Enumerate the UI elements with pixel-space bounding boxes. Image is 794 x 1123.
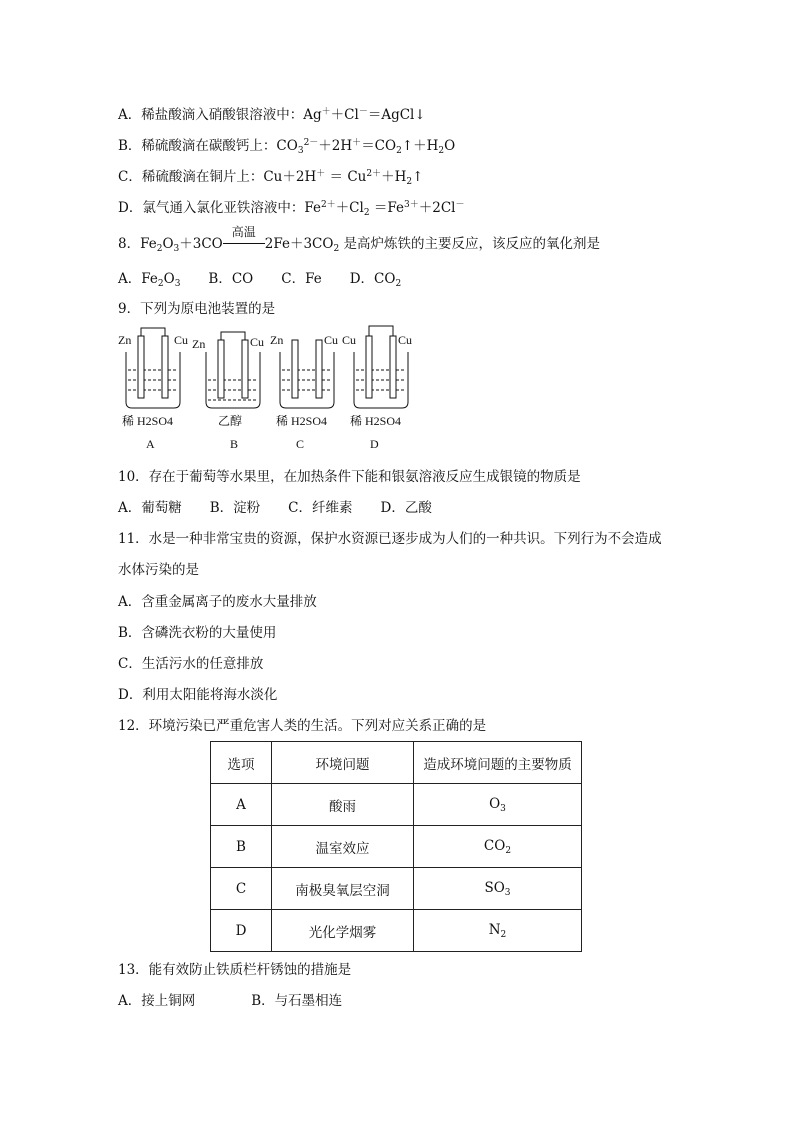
q7-option-b: B．稀硫酸滴在碳酸钙上：$CO_3^{2-}+2H^+=CO_2↑+H_2O$ bbox=[118, 138, 456, 156]
svg-text:Cu: Cu bbox=[342, 333, 357, 347]
header-substance: 造成环境问题的主要物质 bbox=[414, 742, 582, 784]
q10-option-c: C．纤维素 bbox=[288, 500, 353, 516]
svg-text:Cu: Cu bbox=[398, 333, 413, 347]
svg-text:Cu: Cu bbox=[324, 333, 339, 347]
row-substance: $N_2$ bbox=[414, 910, 582, 952]
svg-text:稀 H2SO4: 稀 H2SO4 bbox=[122, 414, 174, 428]
q12-stem: 12．环境污染已严重危害人类的生活。下列对应关系正确的是 bbox=[118, 718, 487, 734]
q8-option-a: A．$Fe_2O_3$ bbox=[118, 271, 181, 289]
table-row bbox=[211, 910, 582, 952]
row-problem: 南极臭氧层空洞 bbox=[272, 868, 414, 910]
svg-text:稀 H2SO4: 稀 H2SO4 bbox=[350, 414, 402, 428]
svg-text:Zn: Zn bbox=[118, 333, 132, 347]
q12-table bbox=[210, 741, 582, 952]
q8-option-b: B．CO bbox=[208, 271, 254, 287]
header-option: 选项 bbox=[211, 742, 272, 784]
row-option: C bbox=[211, 868, 272, 910]
table-row bbox=[211, 826, 582, 868]
svg-text:Cu: Cu bbox=[174, 333, 189, 347]
svg-text:Zn: Zn bbox=[270, 333, 284, 347]
q11-option-b: B．含磷洗衣粉的大量使用 bbox=[118, 625, 277, 641]
table-row bbox=[211, 868, 582, 910]
q11-stem-line2: 水体污染的是 bbox=[118, 562, 199, 578]
table-row bbox=[211, 784, 582, 826]
q10-stem: 10．存在于葡萄等水果里，在加热条件下能和银氨溶液反应生成银镜的物质是 bbox=[118, 469, 581, 485]
reaction-condition: 高温 bbox=[223, 235, 265, 253]
q8-stem: 8．$Fe_2O_3+3CO$ 高温 $2Fe+3CO_2$ 是高炉炼铁的主要反应，该反应的氧化剂是 bbox=[118, 225, 600, 254]
row-option: D bbox=[211, 910, 272, 952]
svg-text:Zn: Zn bbox=[192, 337, 206, 351]
row-problem: 酸雨 bbox=[272, 784, 414, 826]
q7-option-d: D．氯气通入氯化亚铁溶液中：$Fe^{2+}+Cl_2 =Fe^{3+}+2Cl^-$ bbox=[118, 200, 465, 218]
row-option: B bbox=[211, 826, 272, 868]
svg-text:乙醇: 乙醇 bbox=[218, 414, 243, 428]
svg-text:A: A bbox=[146, 437, 155, 451]
svg-text:C: C bbox=[296, 437, 305, 451]
header-problem: 环境问题 bbox=[272, 742, 414, 784]
row-substance: $O_3$ bbox=[414, 784, 582, 826]
q10-option-a: A．葡萄糖 bbox=[118, 500, 182, 516]
apparatus-a bbox=[118, 328, 188, 451]
apparatus-d bbox=[342, 326, 412, 451]
row-problem: 温室效应 bbox=[272, 826, 414, 868]
row-option: A bbox=[211, 784, 272, 826]
row-substance: $SO_3$ bbox=[414, 868, 582, 910]
q9-stem: 9．下列为原电池装置的是 bbox=[118, 301, 276, 317]
q8-option-c: C．Fe bbox=[281, 271, 322, 287]
svg-text:Cu: Cu bbox=[250, 335, 265, 349]
q13-options bbox=[118, 992, 342, 1010]
q10-option-b: B．淀粉 bbox=[209, 500, 261, 516]
q10-option-d: D．乙酸 bbox=[380, 500, 432, 516]
q13-option-b: B．与石墨相连 bbox=[251, 993, 343, 1009]
row-problem: 光化学烟雾 bbox=[272, 910, 414, 952]
q11-stem-line1: 11．水是一种非常宝贵的资源，保护水资源已逐步成为人们的一种共识。下列行为不会造成 bbox=[118, 531, 662, 547]
q8-option-d: D．$CO_2$ bbox=[349, 271, 402, 289]
apparatus-b bbox=[192, 332, 264, 451]
row-substance: $CO_2$ bbox=[414, 826, 582, 868]
q11-option-c: C．生活污水的任意排放 bbox=[118, 656, 264, 672]
svg-text:稀 H2SO4: 稀 H2SO4 bbox=[276, 414, 328, 428]
svg-text:B: B bbox=[230, 437, 239, 451]
q7-option-c: C．稀硫酸滴在铜片上：$Cu+2H^+ = Cu^{2+}+H_2↑$ bbox=[118, 169, 424, 187]
q8-options bbox=[118, 270, 429, 293]
galvanic-cell-diagram bbox=[118, 322, 418, 452]
apparatus-c bbox=[270, 333, 338, 451]
q7-option-a: A．稀盐酸滴入硝酸银溶液中：Ag＋＋Cl－＝AgCl↓ bbox=[118, 107, 426, 123]
q13-stem: 13．能有效防止铁质栏杆锈蚀的措施是 bbox=[118, 962, 352, 978]
q13-option-a: A．接上铜网 bbox=[118, 993, 196, 1009]
q10-options bbox=[118, 499, 460, 517]
q11-option-a: A．含重金属离子的废水大量排放 bbox=[118, 594, 317, 610]
q11-option-d: D．利用太阳能将海水淡化 bbox=[118, 687, 278, 703]
table-header-row bbox=[211, 742, 582, 784]
svg-text:D: D bbox=[370, 437, 379, 451]
